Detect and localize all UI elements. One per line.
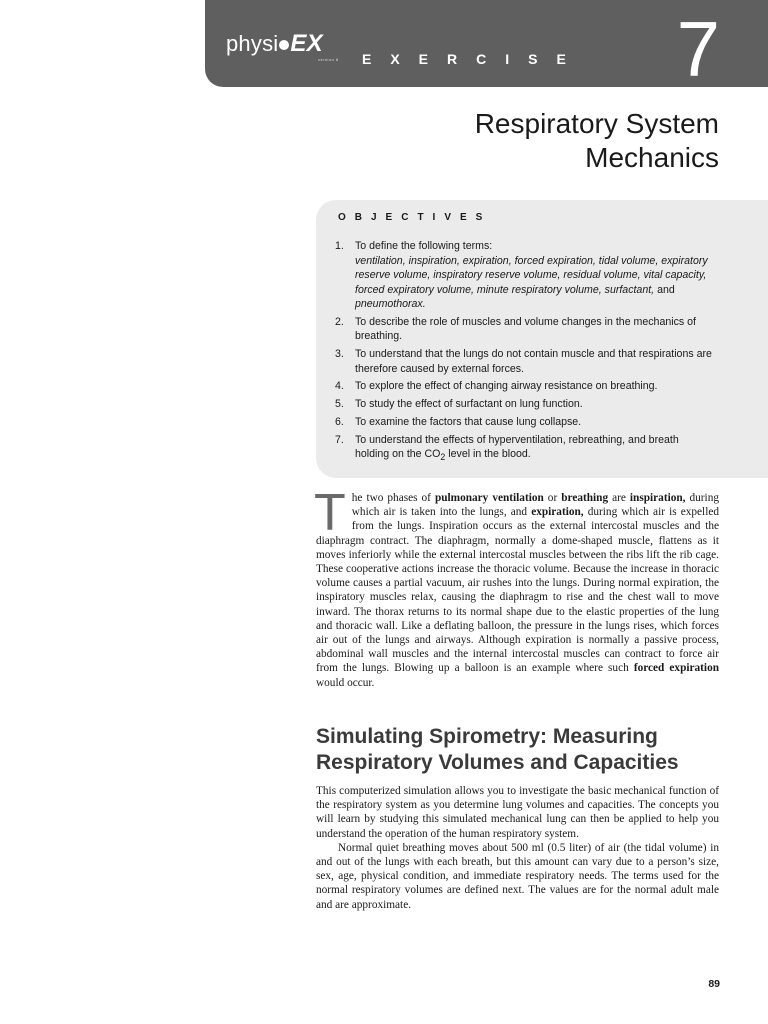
co2-subscript: 2	[440, 452, 446, 463]
intro-text: during which air is expelled from the lungs. Inspiration occurs as the external intercostal muscles and the diaphragm contract. The diaphragm, normally a dome-shaped muscle, flattens as it moves inferiorly while the external intercostal muscles between the ribs lift the rib cage. These cooperative actions increase the thoracic volume. Because the increase in thoracic volume causes a partial vacuum, air rushes into the lungs. During normal expiration, the inspiratory muscles relax, causing the diaphragm to rise and the chest wall to move inward. The thorax returns to its normal shape due to the elastic properties of the lung and thoracic wall. Like a deflating balloon, the pressure in the lungs rises, which forces air out of the lungs and airways. Although expiration is normally a passive process, abdominal wall muscles and the internal intercostal muscles can contract to force air from the lungs. Blowing up a balloon is an example where such	[316, 506, 719, 675]
section-paragraph-2: Normal quiet breathing moves about 500 ml (0.5 liter) of air (the tidal volume) in and out of the lungs with each breath, but this amount can vary due to a person’s size, sex, age, physical condition, and immediate respiratory needs. The terms used for the normal respiratory volumes are defined next. The values are for the normal adult male and are approximate.	[316, 841, 719, 911]
objective-item	[335, 315, 715, 344]
term-inspiration: inspiration,	[629, 492, 686, 504]
term-breathing: breathing	[561, 492, 609, 504]
intro-paragraph	[314, 484, 719, 690]
objective-number: 4.	[335, 380, 344, 393]
objective-item	[335, 239, 715, 312]
objective-item	[335, 347, 715, 376]
objective-item	[335, 433, 715, 465]
logo-dot-icon	[279, 40, 289, 50]
objective-number: 5.	[335, 398, 344, 411]
exercise-label: EXERCISE	[362, 51, 585, 67]
objective-item	[335, 415, 715, 430]
objective-text-part: To understand the effects of hyperventilation, rebreathing, and breath holding on the CO	[355, 433, 679, 461]
objective-text: To explore the effect of changing airway resistance on breathing.	[355, 380, 658, 393]
objective-number: 3.	[335, 348, 344, 361]
logo-ex: EX	[290, 30, 323, 57]
title-line-2: Mechanics	[585, 142, 719, 173]
term-pulmonary-ventilation: pulmonary ventilation	[434, 492, 544, 504]
objective-item	[335, 379, 715, 394]
objective-number: 6.	[335, 415, 344, 428]
section-body	[316, 784, 719, 912]
objective-text: To describe the role of muscles and volume changes in the mechanics of breathing.	[355, 315, 696, 343]
logo-version: version 8	[318, 57, 339, 62]
objective-number: 7.	[335, 433, 344, 446]
intro-text: would occur.	[316, 676, 375, 689]
objective-text-part: level in the blood.	[445, 448, 531, 461]
exercise-number: 7	[676, 5, 720, 93]
objective-text: To define the following terms:	[355, 240, 493, 252]
terms-last: pneumothorax.	[355, 298, 426, 310]
objective-text: To study the effect of surfactant on lung function.	[355, 398, 583, 411]
logo-text: physi	[226, 31, 279, 56]
objective-item	[335, 397, 715, 412]
objective-terms	[355, 254, 715, 312]
page-title	[299, 107, 719, 175]
objectives-list	[335, 239, 715, 468]
title-line-1: Respiratory System	[474, 108, 719, 139]
intro-text: are	[608, 492, 630, 504]
section-paragraph-1: This computerized simulation allows you to investigate the basic mechanical function of the respiratory system as you determine lung volumes and capacities. The concepts you will learn by studying this simulated mechanical lung can then be applied to help you understand the operation of the human respiratory system.	[316, 785, 719, 840]
physioex-logo	[226, 30, 323, 58]
objective-number: 2.	[335, 315, 344, 328]
objective-text	[355, 434, 679, 461]
intro-text: he two phases of	[351, 492, 435, 504]
terms-list: ventilation, inspiration, expiration, forced expiration, tidal volume, expiratory reserve volume, inspiratory reserve volume, residual volume, vital capacity, forced expiratory volume, minute respiratory volume, surfactant,	[355, 254, 708, 296]
page-number: 89	[708, 978, 720, 990]
intro-text: during which air is taken into the lungs, and	[351, 492, 719, 519]
objective-text: To understand that the lungs do not contain muscle and that respirations are therefore caused by external forces.	[355, 348, 712, 375]
terms-and: and	[657, 283, 675, 296]
term-forced-expiration: forced expiration	[633, 662, 719, 675]
section-heading: Simulating Spirometry: Measuring Respiratory Volumes and Capacities	[316, 725, 679, 774]
objective-number: 1.	[335, 240, 344, 252]
intro-text: or	[543, 492, 562, 504]
term-expiration: expiration,	[531, 506, 584, 519]
objective-text: To examine the factors that cause lung collapse.	[355, 415, 582, 428]
objectives-heading: OBJECTIVES	[338, 212, 492, 223]
drop-cap: T	[314, 484, 346, 542]
